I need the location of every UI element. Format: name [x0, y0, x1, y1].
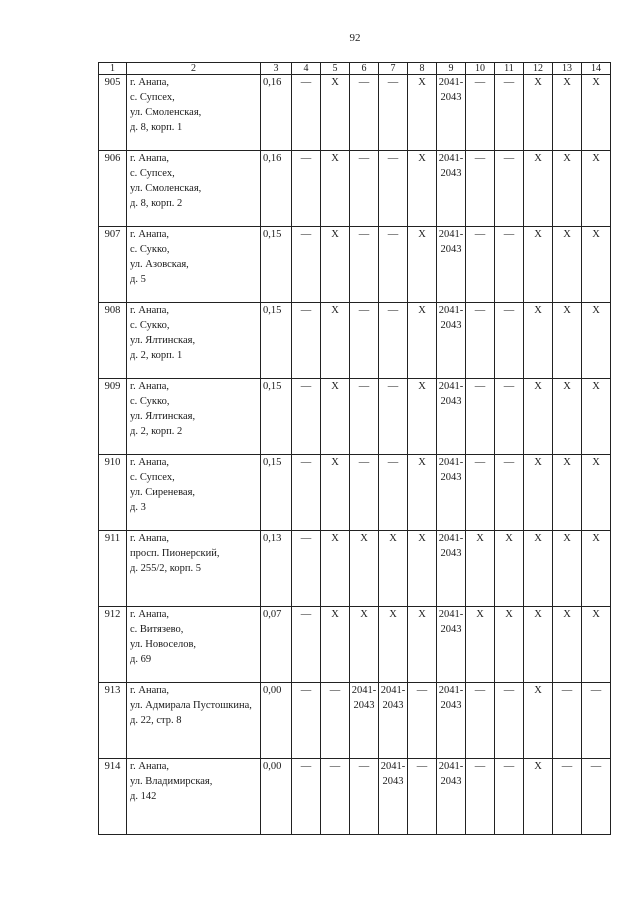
cell-col-14: X — [582, 379, 611, 455]
cell-col-11: — — [495, 759, 524, 835]
address-cell: г. Анапа, с. Сукко, ул. Ялтинская, д. 2, корп. 1 — [127, 303, 261, 379]
cell-col-9: 2041- 2043 — [437, 683, 466, 759]
cell-col-10: — — [466, 759, 495, 835]
area-cell: 0,16 — [261, 151, 292, 227]
address-cell: г. Анапа, ул. Адмирала Пустошкина, д. 22, стр. 8 — [127, 683, 261, 759]
cell-col-14: X — [582, 75, 611, 151]
cell-col-9: 2041- 2043 — [437, 303, 466, 379]
row-number: 911 — [99, 531, 127, 607]
cell-col-10: — — [466, 227, 495, 303]
column-header: 2 — [127, 63, 261, 75]
column-header: 1 — [99, 63, 127, 75]
column-header: 10 — [466, 63, 495, 75]
cell-col-9: 2041- 2043 — [437, 531, 466, 607]
cell-col-7: 2041- 2043 — [379, 683, 408, 759]
cell-col-5: — — [321, 759, 350, 835]
cell-col-7: — — [379, 455, 408, 531]
cell-col-14: — — [582, 759, 611, 835]
cell-col-9: 2041- 2043 — [437, 75, 466, 151]
cell-col-12: X — [524, 379, 553, 455]
cell-col-7: — — [379, 303, 408, 379]
cell-col-7: — — [379, 75, 408, 151]
row-number: 914 — [99, 759, 127, 835]
cell-col-5: X — [321, 531, 350, 607]
cell-col-11: — — [495, 151, 524, 227]
cell-col-5: — — [321, 683, 350, 759]
cell-col-10: X — [466, 607, 495, 683]
cell-col-13: X — [553, 227, 582, 303]
cell-col-11: — — [495, 75, 524, 151]
cell-col-13: X — [553, 151, 582, 227]
cell-col-11: — — [495, 303, 524, 379]
cell-col-11: X — [495, 607, 524, 683]
cell-col-14: X — [582, 227, 611, 303]
table-row — [99, 379, 611, 455]
cell-col-6: — — [350, 379, 379, 455]
cell-col-4: — — [292, 455, 321, 531]
cell-col-6: — — [350, 455, 379, 531]
cell-col-7: — — [379, 151, 408, 227]
column-header: 4 — [292, 63, 321, 75]
cell-col-9: 2041- 2043 — [437, 455, 466, 531]
cell-col-14: — — [582, 683, 611, 759]
cell-col-8: X — [408, 227, 437, 303]
column-header: 6 — [350, 63, 379, 75]
cell-col-13: X — [553, 607, 582, 683]
address-cell: г. Анапа, с. Супсех, ул. Смоленская, д. 8, корп. 2 — [127, 151, 261, 227]
cell-col-13: — — [553, 759, 582, 835]
cell-col-4: — — [292, 227, 321, 303]
table-row — [99, 531, 611, 607]
cell-col-4: — — [292, 607, 321, 683]
cell-col-14: X — [582, 455, 611, 531]
cell-col-10: — — [466, 379, 495, 455]
cell-col-10: — — [466, 151, 495, 227]
table-row — [99, 683, 611, 759]
area-cell: 0,15 — [261, 455, 292, 531]
area-cell: 0,15 — [261, 379, 292, 455]
header-row — [99, 63, 611, 75]
row-number: 912 — [99, 607, 127, 683]
cell-col-9: 2041- 2043 — [437, 759, 466, 835]
cell-col-8: X — [408, 379, 437, 455]
cell-col-12: X — [524, 455, 553, 531]
cell-col-10: — — [466, 75, 495, 151]
cell-col-6: — — [350, 227, 379, 303]
cell-col-11: — — [495, 683, 524, 759]
cell-col-5: X — [321, 303, 350, 379]
cell-col-6: — — [350, 75, 379, 151]
column-header: 8 — [408, 63, 437, 75]
area-cell: 0,16 — [261, 75, 292, 151]
cell-col-12: X — [524, 607, 553, 683]
area-cell: 0,13 — [261, 531, 292, 607]
address-cell: г. Анапа, с. Супсех, ул. Сиреневая, д. 3 — [127, 455, 261, 531]
cell-col-6: — — [350, 759, 379, 835]
row-number: 910 — [99, 455, 127, 531]
cell-col-5: X — [321, 455, 350, 531]
cell-col-12: X — [524, 151, 553, 227]
cell-col-8: — — [408, 759, 437, 835]
row-number: 908 — [99, 303, 127, 379]
cell-col-8: X — [408, 151, 437, 227]
cell-col-12: X — [524, 531, 553, 607]
cell-col-13: X — [553, 455, 582, 531]
cell-col-9: 2041- 2043 — [437, 151, 466, 227]
cell-col-9: 2041- 2043 — [437, 379, 466, 455]
cell-col-6: — — [350, 151, 379, 227]
cell-col-13: — — [553, 683, 582, 759]
row-number: 906 — [99, 151, 127, 227]
column-header: 14 — [582, 63, 611, 75]
cell-col-10: — — [466, 455, 495, 531]
cell-col-11: — — [495, 379, 524, 455]
cell-col-14: X — [582, 531, 611, 607]
cell-col-12: X — [524, 303, 553, 379]
cell-col-4: — — [292, 303, 321, 379]
cell-col-12: X — [524, 75, 553, 151]
column-header: 11 — [495, 63, 524, 75]
cell-col-6: X — [350, 607, 379, 683]
cell-col-4: — — [292, 379, 321, 455]
cell-col-13: X — [553, 531, 582, 607]
cell-col-8: X — [408, 531, 437, 607]
area-cell: 0,00 — [261, 683, 292, 759]
column-header: 7 — [379, 63, 408, 75]
register-table — [98, 62, 611, 835]
address-cell: г. Анапа, ул. Владимирская, д. 142 — [127, 759, 261, 835]
cell-col-14: X — [582, 151, 611, 227]
cell-col-8: X — [408, 303, 437, 379]
area-cell: 0,00 — [261, 759, 292, 835]
cell-col-7: 2041- 2043 — [379, 759, 408, 835]
address-cell: г. Анапа, с. Супсех, ул. Смоленская, д. 8, корп. 1 — [127, 75, 261, 151]
row-number: 913 — [99, 683, 127, 759]
table-row — [99, 303, 611, 379]
row-number: 905 — [99, 75, 127, 151]
cell-col-4: — — [292, 151, 321, 227]
cell-col-5: X — [321, 379, 350, 455]
cell-col-4: — — [292, 531, 321, 607]
cell-col-8: — — [408, 683, 437, 759]
cell-col-14: X — [582, 607, 611, 683]
table-row — [99, 75, 611, 151]
cell-col-11: — — [495, 227, 524, 303]
table-row — [99, 455, 611, 531]
column-header: 3 — [261, 63, 292, 75]
cell-col-9: 2041- 2043 — [437, 607, 466, 683]
column-header: 12 — [524, 63, 553, 75]
cell-col-4: — — [292, 75, 321, 151]
table-row — [99, 227, 611, 303]
cell-col-6: — — [350, 303, 379, 379]
cell-col-10: — — [466, 303, 495, 379]
cell-col-4: — — [292, 759, 321, 835]
table-row — [99, 151, 611, 227]
cell-col-12: X — [524, 759, 553, 835]
cell-col-13: X — [553, 75, 582, 151]
table-row — [99, 759, 611, 835]
cell-col-12: X — [524, 683, 553, 759]
cell-col-12: X — [524, 227, 553, 303]
cell-col-5: X — [321, 75, 350, 151]
column-header: 9 — [437, 63, 466, 75]
cell-col-11: — — [495, 455, 524, 531]
address-cell: г. Анапа, просп. Пионерский, д. 255/2, корп. 5 — [127, 531, 261, 607]
area-cell: 0,15 — [261, 303, 292, 379]
area-cell: 0,15 — [261, 227, 292, 303]
cell-col-8: X — [408, 607, 437, 683]
cell-col-7: X — [379, 607, 408, 683]
cell-col-7: — — [379, 227, 408, 303]
cell-col-11: X — [495, 531, 524, 607]
cell-col-5: X — [321, 607, 350, 683]
cell-col-10: X — [466, 531, 495, 607]
table-row — [99, 607, 611, 683]
area-cell: 0,07 — [261, 607, 292, 683]
column-header: 5 — [321, 63, 350, 75]
cell-col-7: X — [379, 531, 408, 607]
cell-col-9: 2041- 2043 — [437, 227, 466, 303]
page-number: 92 — [349, 32, 361, 44]
cell-col-6: X — [350, 531, 379, 607]
row-number: 909 — [99, 379, 127, 455]
address-cell: г. Анапа, с. Сукко, ул. Азовская, д. 5 — [127, 227, 261, 303]
cell-col-10: — — [466, 683, 495, 759]
address-cell: г. Анапа, с. Сукко, ул. Ялтинская, д. 2, корп. 2 — [127, 379, 261, 455]
cell-col-6: 2041- 2043 — [350, 683, 379, 759]
cell-col-5: X — [321, 227, 350, 303]
cell-col-13: X — [553, 379, 582, 455]
cell-col-5: X — [321, 151, 350, 227]
address-cell: г. Анапа, с. Витязево, ул. Новоселов, д. 69 — [127, 607, 261, 683]
column-header: 13 — [553, 63, 582, 75]
cell-col-13: X — [553, 303, 582, 379]
row-number: 907 — [99, 227, 127, 303]
cell-col-4: — — [292, 683, 321, 759]
cell-col-8: X — [408, 75, 437, 151]
cell-col-14: X — [582, 303, 611, 379]
cell-col-7: — — [379, 379, 408, 455]
cell-col-8: X — [408, 455, 437, 531]
